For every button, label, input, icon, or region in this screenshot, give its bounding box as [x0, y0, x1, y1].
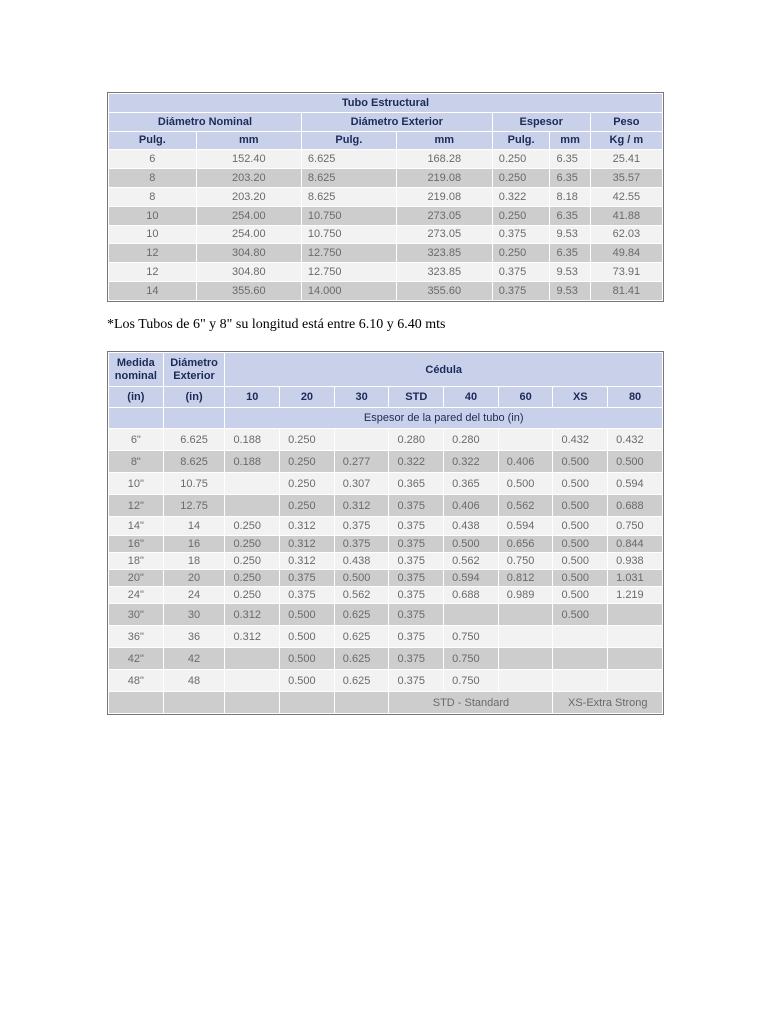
table-cell: 203.20	[231, 172, 266, 185]
table-cell: 323.85	[427, 266, 462, 279]
table-cell: 0.688	[452, 589, 480, 601]
table-cell: 6	[149, 153, 156, 166]
table-cell: 42"	[127, 652, 144, 665]
table-row	[109, 570, 662, 586]
table-cell: 8.18	[556, 190, 578, 203]
table-cell: 0.250	[498, 209, 527, 222]
table-cell: 0.277	[342, 455, 371, 468]
schedule-header: 60	[499, 387, 553, 407]
table-cell: 12.75	[180, 499, 208, 512]
table-cell: 0.750	[452, 630, 480, 643]
table-cell	[608, 626, 662, 647]
table-cell: 0.438	[342, 555, 371, 567]
table-cell: 0.250	[288, 499, 316, 512]
group-header-diametro-nominal: Diámetro Nominal	[109, 113, 301, 131]
legend-row	[109, 692, 662, 713]
table-cell: 0.312	[233, 630, 261, 643]
table-cell: 48	[187, 674, 201, 687]
table-cell: 0.375	[397, 572, 425, 584]
table-cell	[553, 648, 607, 669]
table-cell: 0.250	[233, 555, 261, 567]
table-cell: 6.35	[556, 172, 578, 185]
table-cell: 0.375	[397, 520, 425, 532]
table-cell	[553, 670, 607, 691]
table-cell: 0.750	[506, 555, 535, 567]
table-cell: 8"	[130, 455, 141, 468]
legend-std: STD - Standard	[432, 696, 510, 709]
table-cell: 355.60	[231, 284, 266, 297]
table-cell: 14.000	[307, 284, 342, 297]
tubo-estructural-table	[108, 93, 663, 301]
table-cell: 0.594	[452, 572, 480, 584]
table-cell	[225, 495, 279, 516]
table-row	[109, 604, 662, 625]
table-cell: 0.375	[288, 572, 316, 584]
table-row	[109, 150, 662, 168]
table-cell	[225, 473, 279, 494]
table-cell: 0.500	[506, 477, 535, 490]
table-cell: 0.500	[561, 477, 589, 490]
table-cell: 0.989	[506, 589, 535, 601]
table-cell: 36"	[127, 630, 144, 643]
table-cell: 0.562	[452, 555, 480, 567]
table-cell: 6"	[130, 433, 141, 446]
table-cell: 36	[187, 630, 201, 643]
header-medida-nominal: Medida nominal	[109, 353, 163, 386]
table-cell: 41.88	[612, 209, 641, 222]
table-cell	[499, 626, 553, 647]
unit-header-medida: (in)	[109, 387, 163, 407]
table-cell: 8.625	[307, 190, 336, 203]
table-cell	[444, 604, 498, 625]
table-cell: 0.280	[397, 433, 425, 446]
table-cell: 35.57	[612, 172, 641, 185]
blank-header-cell	[164, 408, 225, 428]
table-cell: 0.500	[561, 572, 589, 584]
table-cell: 0.375	[397, 674, 425, 687]
table-cell: 20	[187, 572, 201, 584]
table-cell: 42.55	[612, 190, 641, 203]
table-cell	[608, 604, 662, 625]
table-cell: 0.500	[561, 555, 589, 567]
table-cell: 0.625	[342, 674, 371, 687]
table-cell: 0.375	[397, 499, 425, 512]
table-cell: 0.750	[616, 520, 644, 532]
table-cell: 1.031	[616, 572, 644, 584]
table-cell	[225, 648, 279, 669]
table-cell: 0.500	[288, 630, 316, 643]
blank-cell	[335, 692, 389, 713]
table-cell	[335, 429, 389, 450]
table-cell: 0.500	[561, 608, 589, 621]
table-cell: 0.250	[233, 520, 261, 532]
table-cell: 0.250	[233, 572, 261, 584]
table-row	[109, 517, 662, 535]
table-cell: 0.500	[561, 455, 589, 468]
table-cell: 273.05	[427, 228, 462, 241]
table-cell: 0.188	[233, 455, 261, 468]
table-cell: 0.432	[616, 433, 644, 446]
table-cell: 0.322	[452, 455, 480, 468]
table-cell: 304.80	[231, 266, 266, 279]
table-cell	[499, 429, 553, 450]
table-cell: 0.312	[288, 538, 316, 550]
blank-cell	[280, 692, 334, 713]
table-row	[109, 188, 662, 206]
table-cell: 10	[146, 209, 159, 222]
schedule-header: STD	[389, 387, 443, 407]
table-cell: 10.75	[180, 477, 208, 490]
table-cell: 0.307	[342, 477, 371, 490]
table-cell: 0.250	[498, 153, 527, 166]
table-cell: 6.35	[556, 209, 578, 222]
table-cell: 0.562	[506, 499, 535, 512]
schedule-header: 80	[608, 387, 662, 407]
table-cell: 0.375	[288, 589, 316, 601]
table-cell: 0.500	[288, 652, 316, 665]
table-cell: 0.250	[233, 538, 261, 550]
table-cell: 48"	[127, 674, 144, 687]
table-row	[109, 648, 662, 669]
unit-header: mm	[397, 132, 492, 150]
table-cell: 0.375	[397, 589, 425, 601]
table-cell: 30"	[127, 608, 144, 621]
table-cell: 0.438	[452, 520, 480, 532]
table-cell: 6.35	[556, 247, 578, 260]
table-cell: 0.500	[288, 674, 316, 687]
table-cell: 0.375	[397, 608, 425, 621]
table-cell: 219.08	[427, 172, 462, 185]
table-cell: 73.91	[612, 266, 641, 279]
table-cell: 0.188	[233, 433, 261, 446]
table-cell: 0.375	[342, 538, 371, 550]
table-cell: 0.312	[288, 520, 316, 532]
table-cell: 0.844	[616, 538, 644, 550]
table-cell: 8	[149, 190, 156, 203]
table-cell: 0.375	[498, 284, 527, 297]
table-cell: 16	[187, 538, 201, 550]
table-cell: 323.85	[427, 247, 462, 260]
table-cell: 81.41	[612, 284, 641, 297]
table1-title: Tubo Estructural	[109, 94, 662, 112]
table-cell: 8.625	[307, 172, 336, 185]
table-cell: 8.625	[180, 455, 208, 468]
table-cell: 14"	[127, 520, 144, 532]
table-row	[109, 282, 662, 300]
tubo-estructural-table-frame	[107, 92, 664, 302]
table-cell: 0.280	[452, 433, 480, 446]
table-cell: 12.750	[307, 247, 342, 260]
table-cell: 0.322	[498, 190, 527, 203]
table-cell: 0.375	[498, 266, 527, 279]
table-cell: 0.375	[397, 652, 425, 665]
table-cell: 12"	[127, 499, 144, 512]
table-cell: 219.08	[427, 190, 462, 203]
table-row	[109, 207, 662, 225]
table-cell: 24	[187, 589, 201, 601]
table-cell: 203.20	[231, 190, 266, 203]
unit-header: Pulg.	[493, 132, 550, 150]
group-header-peso: Peso	[591, 113, 662, 131]
table-cell: 62.03	[612, 228, 641, 241]
table-cell: 9.53	[556, 228, 578, 241]
table-cell: 0.500	[561, 499, 589, 512]
table-row	[109, 553, 662, 569]
table-cell: 0.250	[288, 455, 316, 468]
table-cell: 9.53	[556, 284, 578, 297]
table-cell	[608, 648, 662, 669]
table-cell: 12.750	[307, 266, 342, 279]
table-cell: 0.365	[397, 477, 425, 490]
table-cell: 0.500	[452, 538, 480, 550]
table-cell: 0.250	[498, 172, 527, 185]
unit-header: mm	[197, 132, 301, 150]
unit-header: Pulg.	[109, 132, 196, 150]
table-cell: 49.84	[612, 247, 641, 260]
table-cell: 0.432	[561, 433, 589, 446]
schedule-header: 20	[280, 387, 334, 407]
table-cell: 0.594	[616, 477, 644, 490]
table-cell: 273.05	[427, 209, 462, 222]
table-cell: 8	[149, 172, 156, 185]
table-cell: 18"	[127, 555, 144, 567]
table-cell: 152.40	[231, 153, 266, 166]
table-cell: 168.28	[427, 153, 462, 166]
table-cell: 0.406	[506, 455, 535, 468]
blank-cell	[109, 692, 163, 713]
unit-header: mm	[550, 132, 589, 150]
table-cell: 0.375	[342, 520, 371, 532]
table-cell: 0.750	[452, 652, 480, 665]
table-cell: 12	[146, 247, 159, 260]
table-cell: 0.312	[233, 608, 261, 621]
table-cell: 1.219	[616, 589, 644, 601]
table-row	[109, 244, 662, 262]
table-cell: 6.625	[307, 153, 336, 166]
table-cell: 10"	[127, 477, 144, 490]
table-cell: 14	[187, 520, 201, 532]
table-cell: 0.312	[342, 499, 371, 512]
legend-xs: XS-Extra Strong	[567, 696, 648, 709]
schedule-header: 40	[444, 387, 498, 407]
schedule-header: 10	[225, 387, 279, 407]
table-cell: 0.250	[288, 477, 316, 490]
table-cell: 10.750	[307, 228, 342, 241]
table-cell: 6.625	[180, 433, 208, 446]
table-cell: 14	[146, 284, 159, 297]
table-cell: 20"	[127, 572, 144, 584]
table-row	[109, 226, 662, 244]
table-cell: 0.625	[342, 630, 371, 643]
table-cell: 0.500	[561, 520, 589, 532]
table-cell: 0.562	[342, 589, 371, 601]
schedule-header: XS	[553, 387, 607, 407]
table-cell: 18	[187, 555, 201, 567]
table-cell: 0.594	[506, 520, 535, 532]
table-cell: 0.365	[452, 477, 480, 490]
cedula-table-frame	[107, 351, 664, 715]
table-cell: 0.375	[397, 538, 425, 550]
table-row	[109, 473, 662, 494]
table-cell: 0.375	[397, 630, 425, 643]
table-cell: 0.375	[397, 555, 425, 567]
unit-header: Kg / m	[591, 132, 662, 150]
table-cell: 0.250	[288, 433, 316, 446]
table-cell: 0.500	[288, 608, 316, 621]
longitud-note: *Los Tubos de 6" y 8" su longitud está entre 6.10 y 6.40 mts	[107, 317, 446, 332]
table-cell: 0.812	[506, 572, 535, 584]
table-cell: 0.322	[397, 455, 425, 468]
group-header-espesor: Espesor	[493, 113, 590, 131]
table-cell: 0.500	[561, 538, 589, 550]
blank-cell	[164, 692, 225, 713]
table-cell: 0.688	[616, 499, 644, 512]
table-cell	[499, 670, 553, 691]
subheader-espesor: Espesor de la pared del tubo (in)	[225, 408, 662, 428]
table-cell: 254.00	[231, 228, 266, 241]
table-row	[109, 670, 662, 691]
table-cell: 0.406	[452, 499, 480, 512]
table-row	[109, 587, 662, 603]
blank-header-cell	[109, 408, 163, 428]
table-cell: 0.500	[616, 455, 644, 468]
table-cell: 42	[187, 652, 201, 665]
table-cell: 0.938	[616, 555, 644, 567]
table-cell: 0.250	[498, 247, 527, 260]
table-cell: 254.00	[231, 209, 266, 222]
table-cell: 25.41	[612, 153, 641, 166]
unit-header-diametro: (in)	[164, 387, 225, 407]
table-row	[109, 451, 662, 472]
table-cell: 0.500	[342, 572, 371, 584]
table-row	[109, 495, 662, 516]
table-cell: 10	[146, 228, 159, 241]
group-header-diametro-exterior: Diámetro Exterior	[302, 113, 492, 131]
table-row	[109, 536, 662, 552]
table-cell: 0.750	[452, 674, 480, 687]
table-cell: 355.60	[427, 284, 462, 297]
cedula-table	[108, 352, 663, 714]
table-cell	[499, 648, 553, 669]
table-cell: 16"	[127, 538, 144, 550]
header-cedula: Cédula	[225, 353, 662, 386]
table-cell: 24"	[127, 589, 144, 601]
table-cell: 0.375	[498, 228, 527, 241]
table-cell: 6.35	[556, 153, 578, 166]
table-cell: 0.312	[288, 555, 316, 567]
table-cell: 0.250	[233, 589, 261, 601]
table-cell: 12	[146, 266, 159, 279]
table-row	[109, 626, 662, 647]
table-cell: 0.500	[561, 589, 589, 601]
unit-header: Pulg.	[302, 132, 396, 150]
table-row	[109, 169, 662, 187]
table-cell	[608, 670, 662, 691]
table-row	[109, 263, 662, 281]
table-cell	[553, 626, 607, 647]
table-cell: 0.656	[506, 538, 535, 550]
table-cell: 304.80	[231, 247, 266, 260]
blank-cell	[225, 692, 279, 713]
table-cell: 9.53	[556, 266, 578, 279]
table-cell	[499, 604, 553, 625]
table-cell: 0.625	[342, 652, 371, 665]
table-cell: 0.625	[342, 608, 371, 621]
schedule-header: 30	[335, 387, 389, 407]
table-row	[109, 429, 662, 450]
table-cell: 10.750	[307, 209, 342, 222]
table-cell: 30	[187, 608, 201, 621]
header-diametro-exterior: Diámetro Exterior	[164, 353, 225, 386]
table-cell	[225, 670, 279, 691]
